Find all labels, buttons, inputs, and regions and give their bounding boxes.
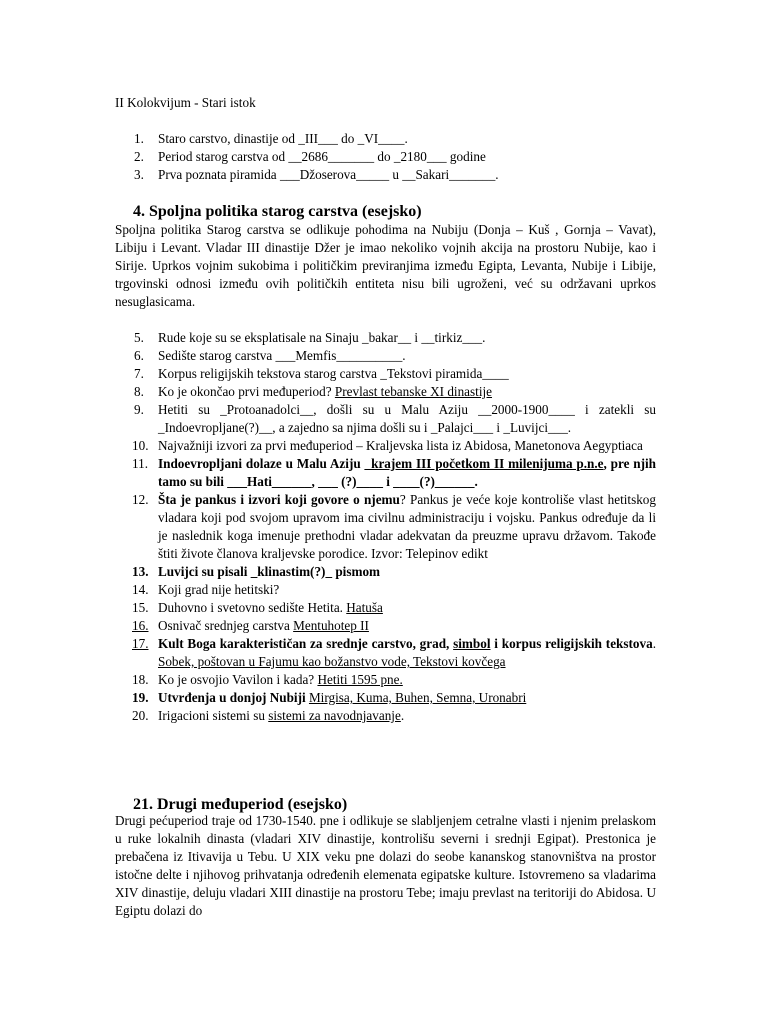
- question-text: Kult Boga karakterističan za srednje carstvo, grad,: [158, 636, 454, 651]
- question-text: Šta je pankus i izvori koji govore o njemu: [158, 492, 400, 507]
- question-text: Sedište starog carstva ___Memfis__________.: [158, 348, 406, 363]
- list-item: 2. Period starog carstva od __2686_______ do _2180___ godine: [134, 149, 486, 164]
- essay-paragraph: Drugi pećuperiod traje od 1730-1540. pne i odlikuje se slabljenjem cetralne vlasti i njenim prelaskom u ruke lokalnih dinasta (vladari XIV dinastije, kontrolišu severni i srednji Egipat). Prestonica je prebačena iz Itivavija u Tebu. U XIX veku pne dolazi do seobe kananskog stanovništva na prostor istočne delte i njihovog prihvatanja određenih elemenata egipatske kulture. Istovremeno sa vladarima XIV dinastije, deluju vladari XIII dinastije na prostoru Tebe; imaju prevlast na teritoriji do Abidosa. U Egiptu dolazi do: [115, 813, 656, 918]
- list-item: 12. Šta je pankus i izvori koji govore o njemu? Pankus je veće koje kontroliše vlast hetitskog vladara koji pod svojom upravom ima civilnu administraciju i vojsku. Pankus određuje da li je naslednik koga imenuje prethodni vladar adekvatan da preuzme upravu državom. Takođe štiti živote članova kraljevske porodice. Izvor: Telepinov edikt: [132, 492, 656, 561]
- answer-text: ? Pankus je veće koje kontroliše vlast hetitskog vladara koji pod svojom upravom ima civilnu administraciju i vojsku. Pankus određuje da li je naslednik koga imenuje prethodni vladar adekvatan da preuzme upravu državom. Takođe štiti živote članova kraljevske porodice. Izvor: Telepinov edikt: [158, 492, 656, 561]
- list-item: 16. Osnivač srednjeg carstva Mentuhotep II: [132, 618, 369, 633]
- list-item: 6. Sedište starog carstva ___Memfis__________.: [134, 348, 406, 363]
- list-item: 1. Staro carstvo, dinastije od _III___ do _VI____.: [134, 131, 408, 146]
- question-text: Ko je osvojio Vavilon i kada?: [158, 672, 318, 687]
- list-item: 19. Utvrđenja u donjoj Nubiji Mirgisa, Kuma, Buhen, Semna, Uronabri: [132, 690, 527, 705]
- question-text: Prva poznata piramida ___Džoserova_____ u __Sakari_______.: [158, 167, 499, 182]
- answer-text: Mentuhotep II: [293, 618, 369, 633]
- question-keyword: simbol: [453, 636, 491, 651]
- question-text: Indoevropljani dolaze u Malu Aziju: [158, 456, 365, 471]
- list-item: 10. Najvažniji izvori za prvi međuperiod – Kraljevska lista iz Abidosa, Manetonova Aegyptiaca: [132, 438, 643, 453]
- document-title: II Kolokvijum - Stari istok: [115, 95, 256, 110]
- answer-text: _krajem III početkom II milenijuma p.n.e: [364, 456, 604, 471]
- question-text: Ko je okončao prvi međuperiod?: [158, 384, 335, 399]
- list-item: 20. Irigacioni sistemi su sistemi za navodnjavanje.: [132, 708, 405, 723]
- question-text: Period starog carstva od __2686_______ do _2180___ godine: [158, 149, 486, 164]
- list-item: 13. Luvijci su pisali _klinastim(?)_ pismom: [132, 564, 381, 579]
- question-text: Utvrđenja u donjoj Nubiji: [158, 690, 309, 705]
- question-text: , pre njih tamo su bili ___Hati______, ___ (?)____ i ____(?)______.: [158, 456, 656, 489]
- question-text: Irigacioni sistemi su: [158, 708, 269, 723]
- question-list-b: [115, 329, 656, 725]
- question-text: Luvijci su pisali _klinastim(?)_ pismom: [158, 564, 381, 579]
- question-text: Korpus religijskih tekstova starog carstva _Tekstovi piramida____: [158, 366, 509, 381]
- essay-paragraph: Spoljna politika Starog carstva se odlikuje pohodima na Nubiju (Donja – Kuš , Gornja – Vavat), Libiju i Levant. Vladar III dinastije Džer je imao nekoliko vojnih akcija na prostoru Nubije, kao i Sirije. Uprkos vojnim sukobima i političkim previranjima između Egipta, Levanta, Nubije i Libije, trgovinski odnosi između ovih političkih entiteta nisu bili ugroženi, već su održavani uprkos nesuglasicama.: [115, 222, 656, 309]
- answer-text: sistemi za navodnjavanje: [268, 708, 401, 723]
- question-text: Hetiti su _Protoanadolci__, došli su u Malu Aziju __2000-1900____ i zatekli su _Indoevropljane(?)__, a zajedno sa njima došli su i _Palajci___ i _Luvijci___.: [158, 402, 656, 435]
- question-text: Rude koje su se eksplatisale na Sinaju _bakar__ i __tirkiz___.: [158, 330, 486, 345]
- question-text: i korpus religijskih tekstova: [490, 636, 653, 651]
- question-text: Najvažniji izvori za prvi međuperiod – Kraljevska lista iz Abidosa, Manetonova Aegyptiaca: [158, 438, 643, 453]
- question-text: Staro carstvo, dinastije od _III___ do _VI____.: [158, 131, 408, 146]
- list-item: 3. Prva poznata piramida ___Džoserova_____ u __Sakari_______.: [134, 167, 499, 182]
- list-item: 7. Korpus religijskih tekstova starog carstva _Tekstovi piramida____: [134, 366, 509, 381]
- list-item: 18. Ko je osvojio Vavilon i kada? Hetiti 1595 pne.: [132, 672, 403, 687]
- list-item: 11. Indoevropljani dolaze u Malu Aziju _krajem III početkom II milenijuma p.n.e, pre njih tamo su bili ___Hati______, ___ (?)____ i ____(?)______.: [132, 456, 656, 489]
- list-item: 5. Rude koje su se eksplatisale na Sinaju _bakar__ i __tirkiz___.: [134, 330, 486, 345]
- answer-text: Hatuša: [346, 600, 383, 615]
- question-list-a: [115, 130, 656, 184]
- answer-text: Sobek, poštovan u Fajumu kao božanstvo vode, Tekstovi kovčega: [158, 654, 506, 669]
- list-item: 14. Koji grad nije hetitski?: [132, 582, 280, 597]
- answer-text: Prevlast tebanske XI dinastije: [334, 384, 493, 399]
- answer-text: Mirgisa, Kuma, Buhen, Semna, Uronabri: [308, 690, 527, 705]
- question-text: Koji grad nije hetitski?: [158, 582, 280, 597]
- answer-text: Hetiti 1595 pne.: [317, 672, 403, 687]
- list-item: 9. Hetiti su _Protoanadolci__, došli su u Malu Aziju __2000-1900____ i zatekli su _Indoevropljane(?)__, a zajedno sa njima došli su i _Palajci___ i _Luvijci___.: [134, 402, 656, 435]
- essay-heading: 21. Drugi međuperiod (esejsko): [133, 796, 348, 813]
- list-item: 17. Kult Boga karakterističan za srednje carstvo, grad, simbol i korpus religijskih tekstova. Sobek, poštovan u Fajumu kao božanstvo vode, Tekstovi kovčega: [132, 636, 656, 669]
- list-item: 15. Duhovno i svetovno sedište Hetita. Hatuša: [132, 600, 383, 615]
- list-item: 8. Ko je okončao prvi međuperiod? Prevlast tebanske XI dinastije: [134, 384, 493, 399]
- essay-heading: 4. Spoljna politika starog carstva (esejsko): [133, 203, 422, 220]
- question-text: Osnivač srednjeg carstva: [158, 618, 294, 633]
- question-text: Duhovno i svetovno sedište Hetita.: [158, 600, 347, 615]
